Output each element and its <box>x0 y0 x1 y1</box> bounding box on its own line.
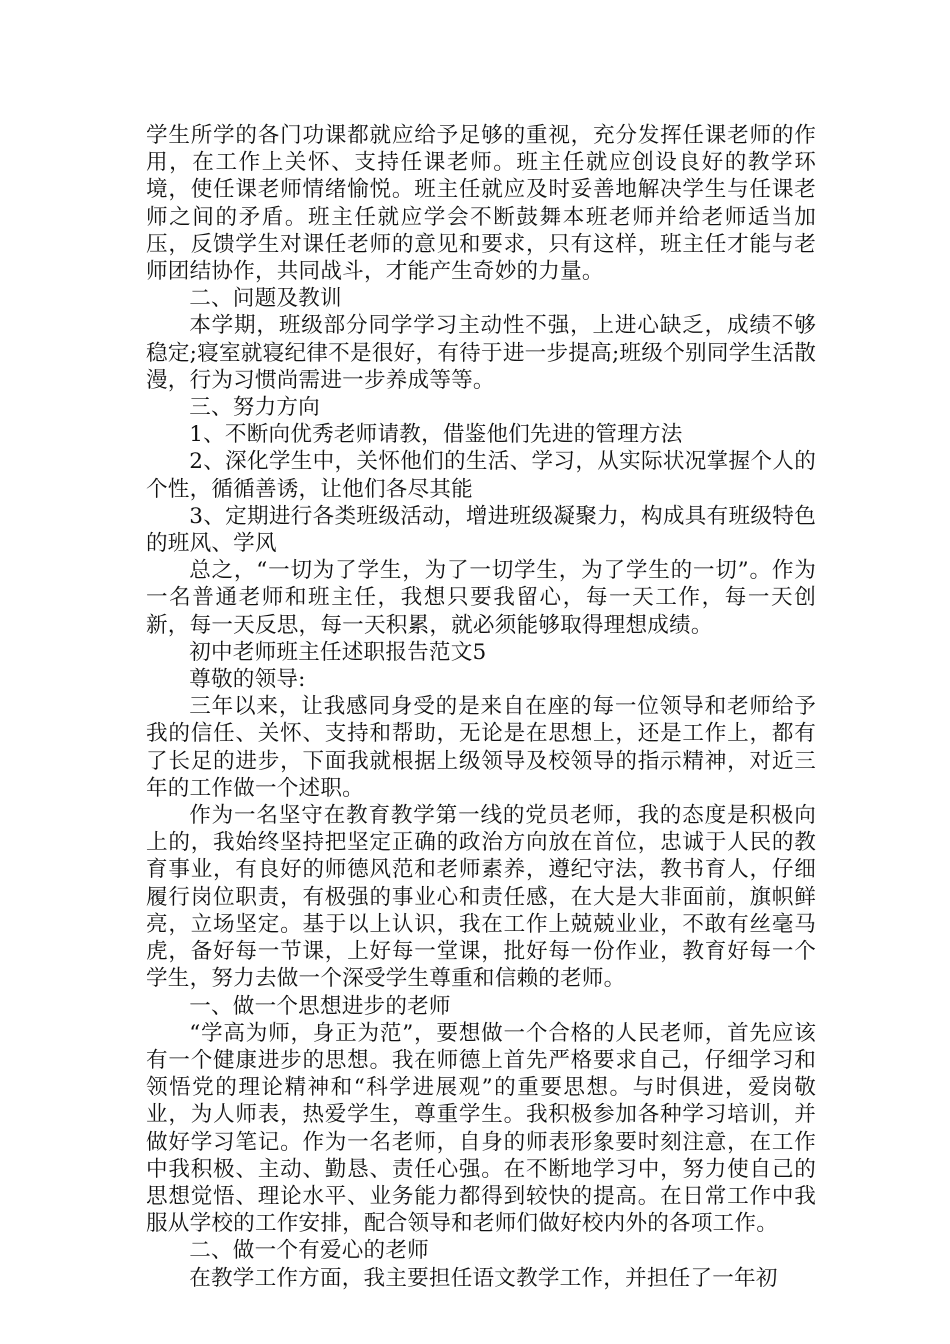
section-heading: 二、做一个有爱心的老师 <box>189 1238 429 1264</box>
section-heading: 二、问题及教训 <box>189 286 342 312</box>
paragraph: 本学期，班级部分同学学习主动性不强，上进心缺乏，成绩不够稳定;寝室就寝纪律不是很好，有待于进一步提高;班级个别同学生活散漫，行为习惯尚需进一步养成等等。 <box>146 313 816 393</box>
salutation: 尊敬的领导: <box>189 667 306 693</box>
section-heading: 三、努力方向 <box>189 395 320 421</box>
document-body <box>146 122 816 1292</box>
paragraph: 总之，“一切为了学生，为了一切学生，为了学生的一切”。作为一名普通老师和班主任，我想只要我留心，每一天工作，每一天创新，每一天反思，每一天积累，就必须能够取得理想成绩。 <box>146 558 816 638</box>
list-item: 2、深化学生中，关怀他们的生活、学习，从实际状况掌握个人的个性，循循善诱，让他们各尽其能 <box>146 449 816 502</box>
paragraph: 三年以来，让我感同身受的是来自在座的每一位领导和老师给予我的信任、关怀、支持和帮助，无论是在思想上，还是工作上，都有了长足的进步，下面我就根据上级领导及校领导的指示精神，对近三年的工作做一个述职。 <box>146 694 816 801</box>
paragraph: 作为一名坚守在教育教学第一线的党员老师，我的态度是积极向上的，我始终坚持把坚定正确的政治方向放在首位，忠诚于人民的教育事业，有良好的师德风范和老师素养，遵纪守法，教书育人，仔细履行岗位职责，有极强的事业心和责任感，在大是大非面前，旗帜鲜亮，立场坚定。基于以上认识，我在工作上兢兢业业，不敢有丝毫马虎，备好每一节课，上好每一堂课，批好每一份作业，教育好每一个学生，努力去做一个深受学生尊重和信赖的老师。 <box>146 803 816 992</box>
document-title: 初中老师班主任述职报告范文5 <box>189 639 487 665</box>
paragraph: 在教学工作方面，我主要担任语文教学工作，并担任了一年初 <box>189 1265 778 1291</box>
paragraph: “学高为师，身正为范”，要想做一个合格的人民老师，首先应该有一个健康进步的思想。我在师德上首先严格要求自己，仔细学习和领悟党的理论精神和“科学进展观”的重要思想。与时俱进，爱岗敬业，为人师表，热爱学生，尊重学生。我积极参加各种学习培训，并做好学习笔记。作为一名老师，自身的师表形象要时刻注意，在工作中我积极、主动、勤恳、责任心强。在不断地学习中，努力使自己的思想觉悟、理论水平、业务能力都得到较快的提高。在日常工作中我服从学校的工作安排，配合领导和老师们做好校内外的各项工作。 <box>146 1020 816 1237</box>
paragraph: 学生所学的各门功课都就应给予足够的重视，充分发挥任课老师的作用，在工作上关怀、支持任课老师。班主任就应创设良好的教学环境，使任课老师情绪愉悦。班主任就应及时妥善地解决学生与任课老师之间的矛盾。班主任就应学会不断鼓舞本班老师并给老师适当加压，反馈学生对课任老师的意见和要求，只有这样，班主任才能与老师团结协作，共同战斗，才能产生奇妙的力量。 <box>146 123 816 285</box>
list-item: 3、定期进行各类班级活动，增进班级凝聚力，构成具有班级特色的班风、学风 <box>146 503 816 557</box>
section-heading: 一、做一个思想进步的老师 <box>189 993 451 1019</box>
list-item: 1、不断向优秀老师请教，借鉴他们先进的管理方法 <box>189 422 683 448</box>
